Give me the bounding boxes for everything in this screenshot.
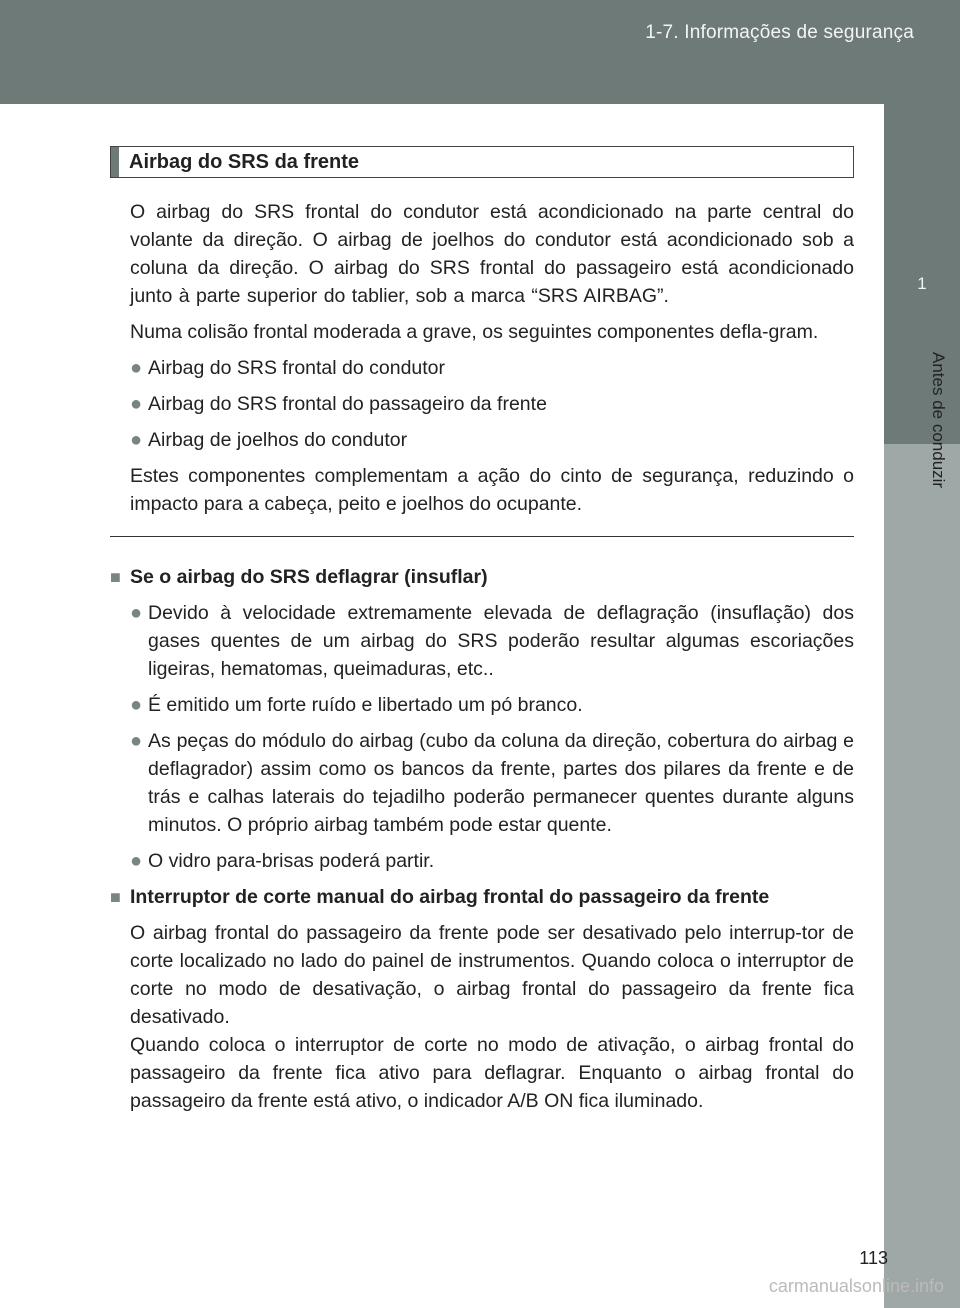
list-item: [130, 847, 854, 875]
square-bullet-icon: ■: [110, 567, 121, 587]
square-bullet-icon: ■: [110, 887, 121, 907]
header-band: [0, 0, 960, 104]
bullet-dot-icon: ●: [130, 694, 143, 716]
switch-section: [110, 883, 854, 1115]
section-title: 1-7. Informações de segurança: [645, 22, 914, 43]
list-item-text: Devido à velocidade extremamente elevada de deflagração (insuflação) dos gases quentes de um airbag do SRS poderão resultar algumas escoriações ligeiras, hematomas, queimaduras, etc..: [148, 602, 854, 680]
section-heading-box: [110, 146, 854, 178]
list-item-text: As peças do módulo do airbag (cubo da coluna da direção, cobertura do airbag e deflagrador) assim como os bancos da frente, partes dos pilares da frente e de trás e calhas laterais do tejadilho poderão permanecer quentes durante alguns minutos. O próprio airbag também pode estar quente.: [148, 730, 854, 836]
list-item-text: Airbag de joelhos do condutor: [148, 429, 408, 451]
intro-paragraph-2: Numa colisão frontal moderada a grave, os seguintes componentes defla-gram.: [130, 321, 819, 343]
chapter-label: Antes de conduzir: [929, 352, 948, 489]
list-item-text: É emitido um forte ruído e libertado um pó branco.: [148, 694, 583, 716]
heading-accent-bar: [111, 147, 119, 177]
list-item: [130, 426, 854, 454]
chapter-side-tab: [884, 104, 960, 1308]
bullet-dot-icon: ●: [130, 850, 143, 872]
intro-paragraph-1: O airbag do SRS frontal do condutor está acondicionado na parte central do volante da direção. O airbag de joelhos do condutor está acondicionado sob a coluna da direção. O airbag do SRS frontal do passageiro está acondicionado junto à parte superior do tablier, sob a marca “SRS AIRBAG”.: [130, 201, 854, 307]
list-item-text: Airbag do SRS frontal do passageiro da frente: [148, 393, 547, 415]
section-heading: Airbag do SRS da frente: [129, 151, 360, 173]
list-item: [130, 691, 854, 719]
list-item-text: O vidro para-brisas poderá partir.: [148, 850, 435, 872]
intro-paragraph-3: Estes componentes complementam a ação do cinto de segurança, reduzindo o impacto para a cabeça, peito e joelhos do ocupante.: [130, 465, 854, 515]
watermark: carmanualsonline.info: [768, 1276, 944, 1296]
page-content: [110, 146, 854, 1115]
list-item: [130, 727, 854, 839]
switch-paragraph-1: O airbag frontal do passageiro da frente pode ser desativado pelo interrup-tor de corte localizado no lado do painel de instrumentos. Quando coloca o interruptor de corte no modo de desativação, o airbag frontal do passageiro da frente fica desativado.: [130, 922, 854, 1028]
divider: [110, 536, 854, 537]
list-item: [130, 354, 854, 382]
switch-paragraph-2: Quando coloca o interruptor de corte no modo de ativação, o airbag frontal do passageiro da frente fica ativo para deflagrar. Enquanto o airbag frontal do passageiro da frente está ativo, o indicador A/B ON fica iluminado.: [130, 1034, 854, 1112]
deploy-heading: Se o airbag do SRS deflagrar (insuflar): [130, 566, 488, 588]
deploy-heading-row: [110, 563, 854, 591]
list-item-text: Airbag do SRS frontal do condutor: [148, 357, 446, 379]
page-number: 113: [859, 1248, 888, 1268]
bullet-dot-icon: ●: [130, 602, 143, 624]
list-item: [130, 599, 854, 683]
bullet-dot-icon: ●: [130, 429, 143, 451]
deploy-section: [110, 563, 854, 875]
chapter-number: 1: [917, 274, 927, 293]
list-item: [130, 390, 854, 418]
intro-block: [110, 198, 854, 518]
bullet-dot-icon: ●: [130, 730, 143, 752]
switch-heading: Interruptor de corte manual do airbag frontal do passageiro da frente: [130, 886, 770, 908]
switch-heading-row: [110, 883, 854, 911]
bullet-dot-icon: ●: [130, 357, 143, 379]
bullet-dot-icon: ●: [130, 393, 143, 415]
